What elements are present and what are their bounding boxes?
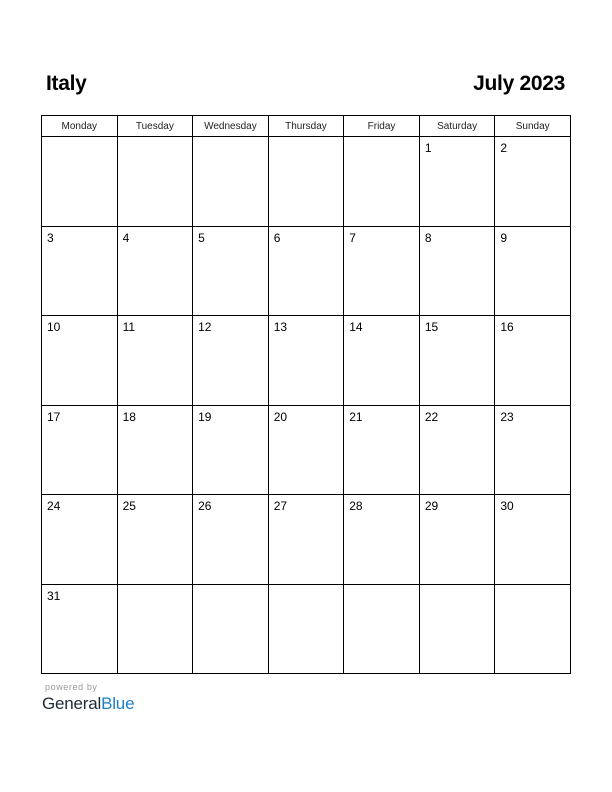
day-cell — [495, 226, 571, 316]
day-cell — [42, 405, 118, 495]
day-cell — [268, 316, 344, 406]
day-cell — [268, 226, 344, 316]
day-cell — [419, 226, 495, 316]
weekday-saturday: Saturday — [419, 116, 495, 137]
day-number — [42, 137, 117, 141]
day-cell — [419, 405, 495, 495]
day-cell — [42, 495, 118, 585]
week-row-5 — [42, 495, 571, 585]
day-cell — [495, 584, 571, 674]
week-row-4 — [42, 405, 571, 495]
day-number: 31 — [47, 588, 61, 603]
day-number — [495, 585, 570, 589]
day-cell — [193, 495, 269, 585]
day-number: 14 — [349, 320, 363, 334]
day-number: 13 — [273, 320, 288, 334]
day-number: 27 — [273, 499, 288, 513]
day-number: 8 — [424, 230, 432, 245]
day-cell — [268, 137, 344, 227]
weekday-thursday: Thursday — [268, 116, 344, 137]
weekday-header-row — [42, 116, 571, 137]
day-cell — [495, 137, 571, 227]
day-number: 7 — [349, 230, 356, 245]
weekday-sunday: Sunday — [495, 116, 571, 137]
day-cell — [42, 226, 118, 316]
brand-name-general: General — [42, 694, 102, 713]
day-number: 11 — [122, 320, 136, 334]
day-number — [118, 137, 193, 141]
week-row-3 — [42, 316, 571, 406]
day-number: 15 — [424, 320, 439, 334]
day-number: 9 — [500, 230, 508, 245]
day-number: 26 — [198, 499, 212, 513]
day-cell — [42, 316, 118, 406]
day-cell — [193, 405, 269, 495]
day-cell — [419, 316, 495, 406]
day-cell — [117, 584, 193, 674]
calendar-grid — [41, 115, 571, 674]
week-row-1 — [42, 137, 571, 227]
day-number — [344, 585, 419, 589]
day-cell — [117, 316, 193, 406]
day-number: 3 — [47, 230, 54, 245]
weekday-friday: Friday — [344, 116, 420, 137]
day-cell — [268, 584, 344, 674]
day-number — [420, 585, 495, 589]
day-number — [193, 585, 268, 589]
day-cell — [419, 495, 495, 585]
day-cell — [344, 316, 420, 406]
brand-name-blue: Blue — [101, 694, 135, 713]
day-cell — [344, 405, 420, 495]
day-number: 25 — [122, 499, 136, 513]
day-cell — [495, 405, 571, 495]
day-number: 19 — [198, 409, 212, 424]
powered-by-label: powered by — [45, 682, 98, 692]
day-number: 6 — [273, 230, 281, 245]
day-cell — [193, 316, 269, 406]
day-cell — [42, 137, 118, 227]
day-cell — [193, 584, 269, 674]
month-year-title: July 2023 — [473, 72, 565, 95]
day-number: 12 — [198, 320, 212, 334]
day-number: 20 — [273, 409, 288, 424]
day-number — [193, 137, 268, 141]
weekday-wednesday: Wednesday — [193, 116, 269, 137]
day-number: 29 — [424, 499, 439, 513]
day-cell — [344, 495, 420, 585]
day-number: 5 — [198, 230, 205, 245]
day-cell — [419, 137, 495, 227]
day-cell — [117, 137, 193, 227]
day-number: 30 — [500, 499, 514, 513]
day-cell — [495, 495, 571, 585]
day-cell — [344, 137, 420, 227]
day-cell — [268, 405, 344, 495]
day-number: 21 — [349, 409, 363, 424]
day-number: 4 — [122, 230, 130, 245]
week-row-2 — [42, 226, 571, 316]
day-cell — [42, 584, 118, 674]
day-cell — [268, 495, 344, 585]
brand-logo[interactable] — [42, 694, 134, 714]
day-cell — [193, 137, 269, 227]
weekday-monday: Monday — [42, 116, 118, 137]
day-cell — [344, 226, 420, 316]
day-cell — [117, 495, 193, 585]
day-number: 28 — [349, 499, 363, 513]
day-number: 10 — [47, 320, 61, 334]
week-row-6 — [42, 584, 571, 674]
day-number — [118, 585, 193, 589]
day-number: 22 — [424, 409, 439, 424]
day-number — [269, 585, 344, 589]
day-number: 2 — [500, 141, 508, 155]
day-cell — [193, 226, 269, 316]
day-number — [344, 137, 419, 141]
day-number: 23 — [500, 409, 514, 424]
day-number — [269, 137, 344, 141]
day-cell — [419, 584, 495, 674]
day-number: 1 — [424, 141, 432, 155]
day-cell — [495, 316, 571, 406]
day-cell — [117, 226, 193, 316]
day-cell — [344, 584, 420, 674]
day-cell — [117, 405, 193, 495]
day-number: 18 — [122, 409, 136, 424]
day-number: 16 — [500, 320, 514, 334]
day-number: 17 — [47, 409, 61, 424]
footer-branding — [42, 682, 134, 714]
day-number: 24 — [47, 499, 61, 513]
weekday-tuesday: Tuesday — [117, 116, 193, 137]
country-title: Italy — [46, 72, 87, 95]
